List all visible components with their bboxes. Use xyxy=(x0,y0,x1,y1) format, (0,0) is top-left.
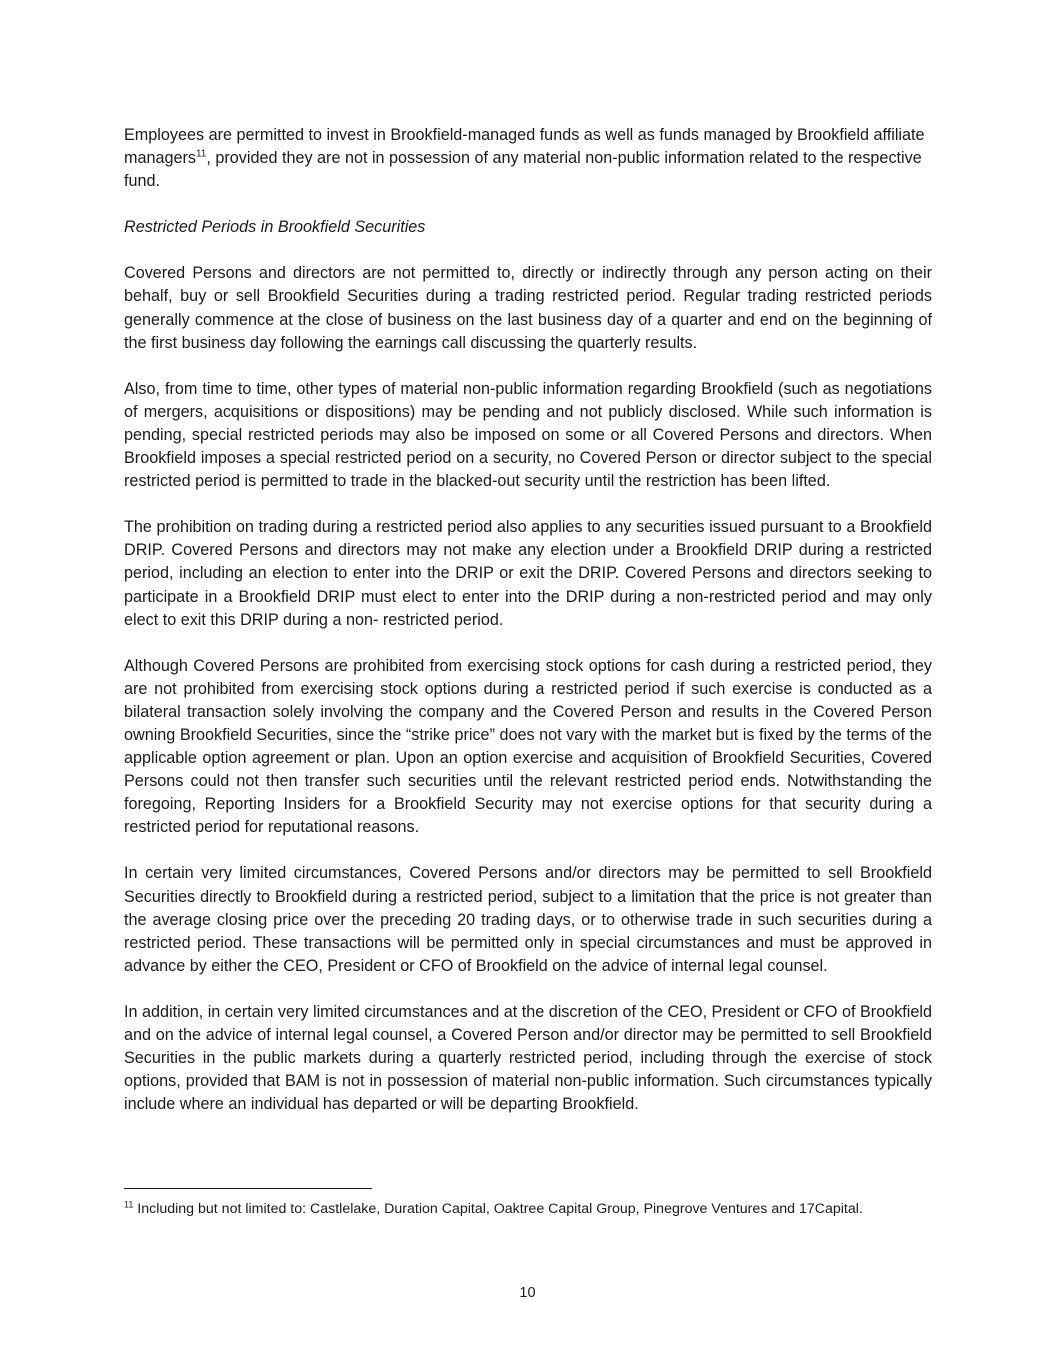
footnote xyxy=(124,1199,914,1220)
paragraph-drip-prohibition: The prohibition on trading during a restricted period also applies to any securities issued pursuant to a Brookfield DRIP. Covered Persons and directors may not make any election under a Brookfield DRIP during a restricted period, including an election to enter into the DRIP or exit the DRIP. Covered Persons and directors seeking to participate in a Brookfield DRIP must elect to enter into the DRIP during a non-restricted period and may only elect to exit this DRIP during a non- restricted period. xyxy=(124,518,932,629)
paragraph-special-restricted-periods: Also, from time to time, other types of material non-public information regarding Brookfield (such as negotiations of mergers, acquisitions or dispositions) may be pending and not publicly disclosed. While such information is pending, special restricted periods may also be imposed on some or all Covered Persons and directors. When Brookfield imposes a special restricted period on a security, no Covered Person or director subject to the special restricted period is permitted to trade in the blacked-out security until the restriction has been lifted. xyxy=(124,379,932,491)
section-heading: Restricted Periods in Brookfield Securities xyxy=(124,218,426,237)
footnote-text: Including but not limited to: Castlelake, Duration Capital, Oaktree Capital Group, Pinegrove Ventures and 17Capital. xyxy=(133,1201,863,1217)
footnote-divider xyxy=(124,1188,372,1189)
paragraph-limited-circumstances: In certain very limited circumstances, Covered Persons and/or directors may be permitted to sell Brookfield Securities directly to Brookfield during a restricted period, subject to a limitation that the price is not greater than the average closing price over the preceding 20 trading days, or to otherwise trade in such securities during a restricted period. These transactions will be permitted only in special circumstances and must be approved in advance by either the CEO, President or CFO of Brookfield on the advice of internal legal counsel. xyxy=(124,864,932,975)
paragraph-fund-investment-text-end: , provided they are not in possession of any material non-public information related to the respective fund. xyxy=(124,149,922,191)
footnote-reference: 11 xyxy=(195,148,207,160)
paragraph-fund-investment xyxy=(124,124,932,193)
paragraph-public-market-sales: In addition, in certain very limited circumstances and at the discretion of the CEO, President or CFO of Brookfield and on the advice of internal legal counsel, a Covered Person and/or director may be permitted to sell Brookfield Securities in the public markets during a quarterly restricted period, including through the exercise of stock options, provided that BAM is not in possession of material non-public information. Such circumstances typically include where an individual has departed or will be departing Brookfield. xyxy=(124,1002,932,1114)
paragraph-fund-investment-text: Employees are permitted to invest in Brookfield-managed funds as well as funds managed by Brookfield affiliate managers xyxy=(124,126,925,168)
document-body xyxy=(124,124,932,1139)
paragraph-regular-restricted-periods: Covered Persons and directors are not permitted to, directly or indirectly through any person acting on their behalf, buy or sell Brookfield Securities during a trading restricted period. Regular trading restricted periods generally commence at the close of business on the last business day of a quarter and end on the beginning of the first business day following the earnings call discussing the quarterly results. xyxy=(124,264,932,352)
page-number: 10 xyxy=(519,1285,536,1301)
paragraph-stock-options: Although Covered Persons are prohibited from exercising stock options for cash during a restricted period, they are not prohibited from exercising stock options during a restricted period if such exercise is conducted as a bilateral transaction solely involving the company and the Covered Person and results in the Covered Person owning Brookfield Securities, since the “strike price” does not vary with the market but is fixed by the terms of the applicable option agreement or plan. Upon an option exercise and acquisition of Brookfield Securities, Covered Persons could not then transfer such securities until the relevant restricted period ends. Notwithstanding the foregoing, Reporting Insiders for a Brookfield Security may not exercise options for that security during a restricted period for reputational reasons. xyxy=(124,656,932,837)
footnote-number: 11 xyxy=(124,1199,134,1210)
